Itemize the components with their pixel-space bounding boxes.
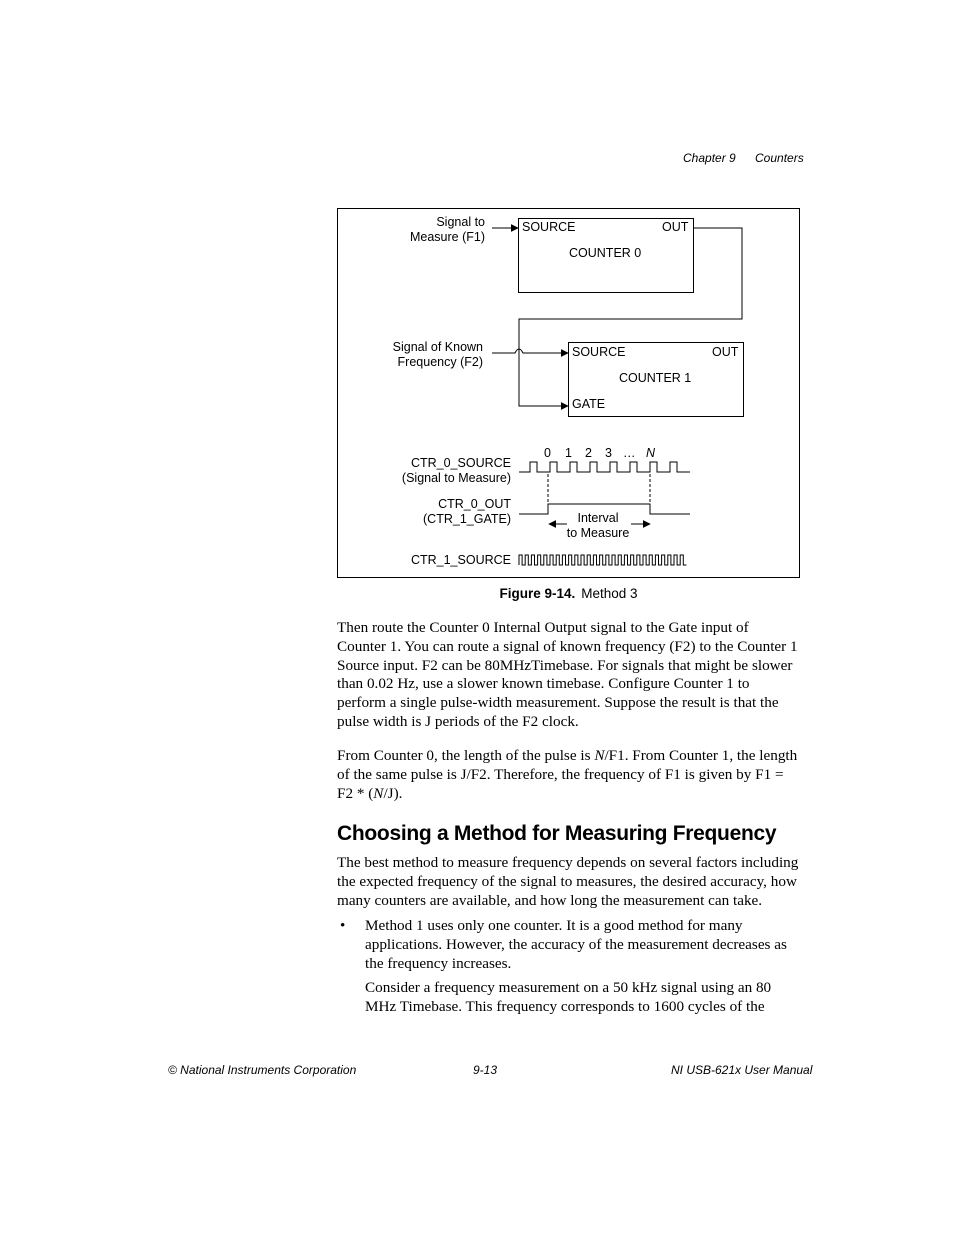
label-ctr0-source: CTR_0_SOURCE (Signal to Measure) <box>401 456 511 485</box>
counter-1-name: COUNTER 1 <box>619 371 692 385</box>
footer-manual-title: NI USB-621x User Manual <box>671 1063 813 1077</box>
label-interval: Interval to Measure <box>566 511 630 540</box>
counter-1-out-label: OUT <box>712 345 739 359</box>
label-signal-to-measure: Signal to Measure (F1) <box>409 215 485 244</box>
tick-3: 3 <box>605 446 612 460</box>
bullet-method-1-example: Consider a frequency measurement on a 50 kHz signal using an 80 MHz Timebase. This frequency corresponds to 1600 cycles of the <box>365 979 772 1015</box>
tick-0: 0 <box>544 446 551 460</box>
ctr1-source-clock <box>519 555 686 565</box>
label-known-frequency: Signal of Known Frequency (F2) <box>392 340 483 369</box>
tick-n: N <box>646 446 656 460</box>
caption-title: Method 3 <box>581 586 638 601</box>
paragraph-best-method: The best method to measure frequency depends on several factors including the expected frequency of the signal to measures, the desired accuracy, how many counters are available, and how long the measurement can take. <box>337 854 799 909</box>
counter-1-gate-label: GATE <box>572 397 606 411</box>
header-section: Counters <box>755 151 804 165</box>
bullet-marker: • <box>340 917 346 934</box>
footer-page-number: 9-13 <box>473 1063 498 1077</box>
paragraph-frequency-formula: From Counter 0, the length of the pulse is N/F1. From Counter 1, the length of the same pulse is J/F2. Therefore, the frequency of F1 is given by F1 = F2 * (N/J). <box>337 747 798 802</box>
header-chapter: Chapter 9 <box>683 151 736 165</box>
counter-0-out-label: OUT <box>662 220 689 234</box>
label-ctr1-source: CTR_1_SOURCE <box>410 553 511 567</box>
section-heading: Choosing a Method for Measuring Frequency <box>337 822 777 845</box>
f2-wire <box>492 349 568 353</box>
ctr1-source-waveform <box>519 555 686 565</box>
counter-0-source-label: SOURCE <box>522 220 576 234</box>
tick-2: 2 <box>585 446 592 460</box>
figure-method-3 <box>337 208 800 578</box>
counter-1-source-label: SOURCE <box>572 345 626 359</box>
bullet-method-1: Method 1 uses only one counter. It is a good method for many applications. However, the accuracy of the measurement decreases as the frequency increases. <box>365 917 787 972</box>
label-ctr0-out: CTR_0_OUT (CTR_1_GATE) <box>423 497 511 526</box>
tick-ellipsis: … <box>623 446 636 460</box>
paragraph-route-counter: Then route the Counter 0 Internal Output signal to the Gate input of Counter 1. You can route a signal of known frequency (F2) to the Counter 1 Source input. F2 can be 80MHzTimebase. For signals that might be slower than 0.02 Hz, use a slower known timebase. Configure Counter 1 to perform a single pulse-width measurement. Suppose the result is that the pulse width is J periods of the F2 clock. <box>337 619 798 730</box>
counter-0-name: COUNTER 0 <box>569 246 642 260</box>
tick-1: 1 <box>565 446 572 460</box>
ctr0-source-waveform <box>519 462 690 472</box>
caption-number: Figure 9-14. <box>499 586 576 601</box>
figure-caption <box>337 586 800 602</box>
footer-copyright: © National Instruments Corporation <box>168 1063 357 1077</box>
